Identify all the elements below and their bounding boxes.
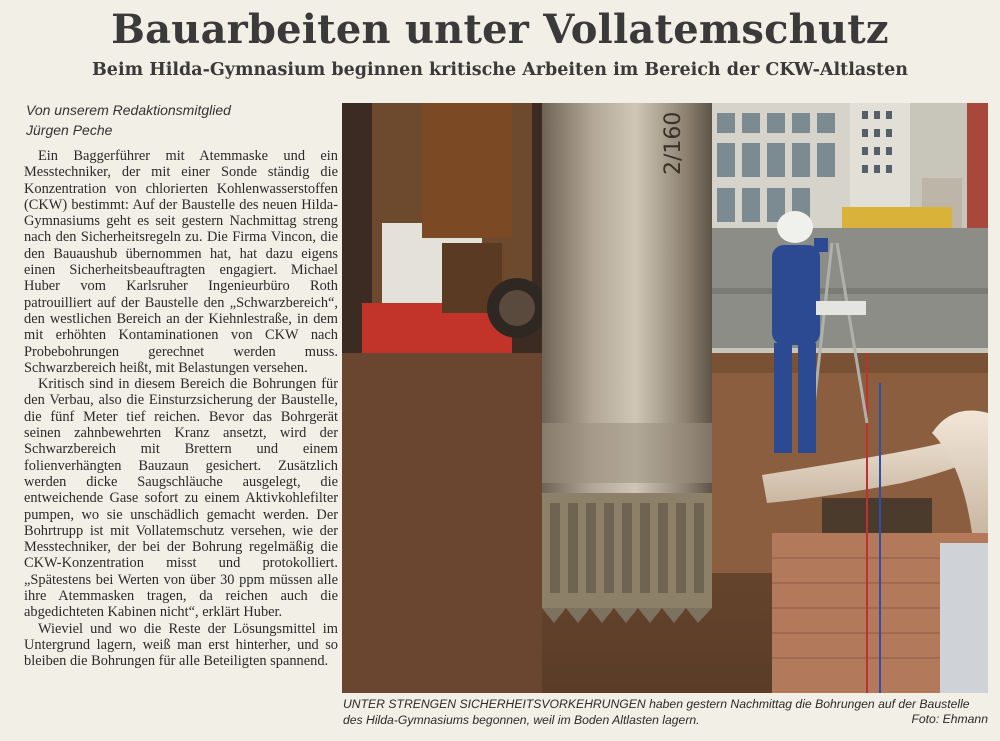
byline-author: Jürgen Peche — [26, 122, 113, 138]
article-paragraph: Ein Baggerführer mit Atemmaske und ein Messtechniker, der mit einer Sonde ständig die Konzentration von chlorierten Kohlenwasserstoffen (CKW) bestimmt: Auf der Baustelle des neuen Hilda-Gymnasiums geht es seit gestern Nachmittag streng nach den Sicherheitsregeln zu. Die Firma Vincon, die den Bauaushub übernommen hat, hat dazu eigens einen Sicherheitsbeauftragten engagiert. Michael Huber vom Karlsruher Ingenieurbüro Roth patrouilliert auf der Baustelle den „Schwarzbereich“, den westlichen Bereich an der Kiehnlestraße, in dem mit erhöhten Kontaminationen von CKW nach Probebohrungen gerechnet werden muss. Schwarzbereich heißt, mit Belastungen versehen. — [24, 148, 338, 376]
subheadline: Beim Hilda-Gymnasium beginnen kritische Arbeiten im Bereich der CKW-Altlasten — [92, 60, 908, 80]
caption-lead: UNTER STRENGEN SICHERHEITSVORKEHRUNGEN — [343, 697, 646, 711]
pipe-marking: 2/160 — [661, 111, 686, 175]
byline-role: Von unserem Redaktionsmitglied — [26, 102, 231, 118]
photo-credit: Foto: Ehmann — [911, 712, 988, 726]
article-body — [24, 148, 338, 670]
article-paragraph: Wieviel und wo die Reste der Lösungsmittel im Untergrund lagern, weiß man erst hinterher, und so bleiben die Bohrungen für alle Beteiligten spannend. — [24, 620, 338, 670]
headline: Bauarbeiten unter Vollatemschutz — [111, 6, 889, 53]
photo-caption — [343, 696, 989, 728]
article-paragraph: Kritisch sind in diesem Bereich die Bohrungen für den Verbau, also die Einsturzsicherung der Baustelle, die fünf Meter tief reichen. Bevor das Bohrgerät seinen zahnbewehrten Kranz ansetzt, wird der Schwarzbereich mit Brettern und einem folienverhängten Bauzaun gesichert. Zusätzlich werden dicke Saugschläuche ausgelegt, die entweichende Gase sofort zu einem Aktivkohlefilter pumpen, wo sie unschädlich gemacht werden. Der Bohrtrupp ist mit Vollatemschutz versehen, wie der Messtechniker, der bei der Bohrung regelmäßig die CKW-Konzentration misst und protokolliert. „Spätestens bei Werten von über 30 ppm müssen alle ihre Atemmasken tragen, da reichen auch die abgedichteten Kabinen nicht“, erklärt Huber. — [24, 376, 338, 621]
construction-photo-illustration — [342, 103, 988, 693]
caption-text: haben gestern Nachmittag die Bohrungen auf der Baustelle des Hilda-Gymnasiums begonnen, weil im Boden Altlasten lagern. — [343, 697, 970, 727]
byline — [26, 100, 336, 140]
construction-photo — [342, 103, 988, 693]
